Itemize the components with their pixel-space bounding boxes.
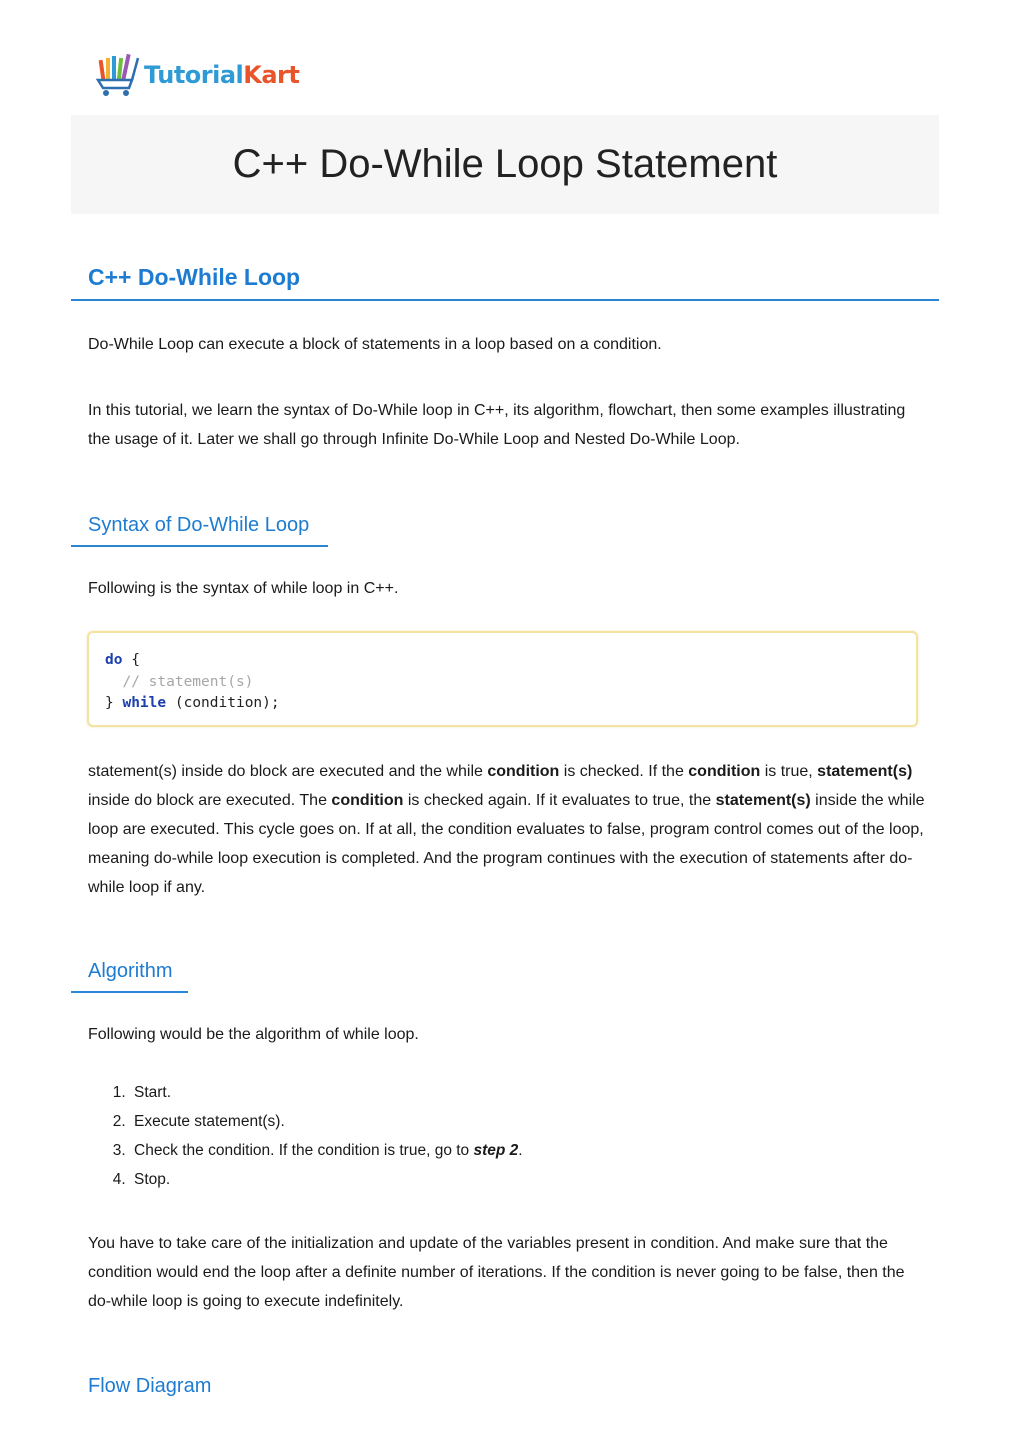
explain-text-6: inside the while loop are executed. This cycle goes on. If at all, the condition evaluates to false, program control comes out of the loop, meaning do-while loop execution is completed. And the program continues with the execution of statements after do-while loop if any. [88,792,925,896]
explain-bold-5: statement(s) [715,792,811,809]
intro-paragraph-2: In this tutorial, we learn the syntax of Do-While loop in C++, its algorithm, flowchart, then some examples illustrating the usage of it. Later we shall go through Infinite Do-While Loop and Nested Do-While Loop. [88,402,906,448]
shopping-cart-books-icon [96,52,140,98]
syntax-explanation [88,757,928,902]
code-open-brace: { [122,652,140,668]
site-logo[interactable] [96,52,299,98]
step-3-text: Check the condition. If the condition is true, go to [134,1142,474,1159]
code-text [105,650,280,715]
step-3-end: . [518,1142,523,1159]
intro-paragraph-1: Do-While Loop can execute a block of statements in a loop based on a condition. [88,336,662,353]
step-4-text: Stop. [134,1171,171,1188]
list-item [130,1136,830,1165]
code-block [87,631,918,727]
explain-bold-3: statement(s) [817,763,913,780]
syntax-lead: Following is the syntax of while loop in C++. [88,580,399,597]
syntax-heading: Syntax of Do-While Loop [88,514,310,536]
code-keyword-while: while [122,695,167,711]
list-item [130,1078,830,1107]
explain-bold-2: condition [688,763,761,780]
logo-wordmark [144,61,299,89]
list-item [130,1107,830,1136]
logo-part-1: Tutorial [144,61,244,89]
step-3-bold: step 2 [473,1142,519,1159]
explain-text-3: is true, [760,763,818,780]
explain-text-4: inside do block are executed. The [88,792,332,809]
algorithm-note: You have to take care of the initialization and update of the variables present in condition. And make sure that the condition would end the loop after a definite number of iterations. If the condition is never going to be false, then the do-while loop is going to execute indefinitely. [88,1235,905,1310]
list-item [130,1165,830,1194]
code-close-brace: } [105,695,123,711]
page-title: C++ Do-While Loop Statement [232,142,778,186]
flow-diagram-heading: Flow Diagram [88,1375,212,1397]
explain-bold-4: condition [331,792,404,809]
explain-text-5: is checked again. If it evaluates to true, the [403,792,716,809]
explain-text-2: is checked. If the [559,763,689,780]
code-keyword-do: do [105,652,123,668]
explain-text-1: statement(s) inside do block are executed and the while [88,763,488,780]
algorithm-steps [110,1078,830,1194]
code-condition: (condition); [166,695,280,711]
code-comment: // statement(s) [105,673,254,690]
step-1-text: Start. [134,1084,172,1101]
section-rule [71,299,939,301]
explain-bold-1: condition [487,763,560,780]
logo-part-2: Kart [243,61,300,89]
page-title-box [71,115,939,214]
section-heading: C++ Do-While Loop [88,264,301,290]
algorithm-lead: Following would be the algorithm of while loop. [88,1026,419,1043]
step-2-text: Execute statement(s). [134,1113,285,1130]
syntax-rule [71,545,328,547]
algorithm-heading: Algorithm [88,960,173,982]
algorithm-rule [71,991,188,993]
